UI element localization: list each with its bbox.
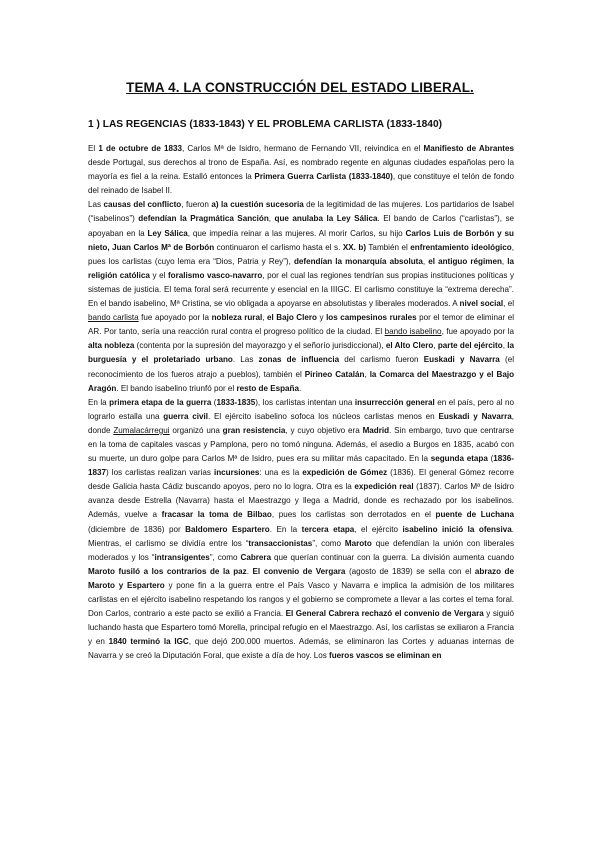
- bold-text: incursiones: [213, 468, 260, 478]
- text-run: El: [88, 144, 99, 153]
- bold-text: defendían la monarquía absoluta: [293, 256, 423, 266]
- text-run: por el temor de eliminar el AR. Por tanto, sería una reacción rural contra el progreso político de la ciudad. El: [88, 313, 514, 337]
- bold-text: los campesinos rurales: [326, 313, 417, 323]
- text-run: : una es la: [259, 468, 303, 478]
- text-run: .: [246, 566, 253, 576]
- bold-text: Pirineo Catalán: [304, 369, 365, 379]
- bold-text: 1836-1837: [88, 454, 514, 478]
- bold-text: fracasar la toma de Bilbao: [161, 510, 272, 520]
- bold-text: El convenio de Vergara: [252, 566, 346, 576]
- text-run: y pone fin a la guerra entre el País Vasco y Navarra e implica la admisión de los militares carlistas en el ejército isabelino respetando los rangos y el gobierno se compromete a llevar a las cortes el tema foral. Don Carlos, contrario a este pacto se exilió a Francia.: [88, 580, 514, 619]
- text-run: que defendían la unión con liberales moderados y los “: [88, 538, 515, 562]
- text-run: ) los carlistas realizan varias: [106, 468, 214, 478]
- bold-text: nobleza rural: [211, 313, 263, 323]
- text-run: , el ejército: [354, 524, 403, 534]
- text-run: Las: [88, 200, 104, 210]
- text-run: y el: [149, 270, 168, 280]
- text-run: y siguió luchando hasta que Espartero tomó Morella, principal refugio en el Maestrazgo. Así, los carlistas se exiliaron a Francia y en: [88, 609, 514, 647]
- text-run: , que dejó 200.000 muertos. Además, se eliminaron las Cortes y aduanas internas de Navarra y se creó la Diputación Foral, que existe a día de hoy. Los: [88, 637, 514, 661]
- bold-text: Baldomero Espartero: [185, 524, 270, 534]
- bold-text: alta nobleza: [88, 341, 135, 351]
- bold-text: expedición real: [354, 482, 414, 492]
- bold-text: primera etapa de la guerra: [109, 397, 212, 407]
- bold-text: Maroto fusiló a los contrarios de la paz: [88, 566, 247, 576]
- text-run: En la: [88, 397, 110, 407]
- text-run: . Mientras, el carlismo se dividía entre los “: [88, 524, 514, 548]
- text-run: , el: [503, 299, 514, 309]
- text-run: También el: [366, 242, 411, 252]
- paragraph-stages: [88, 396, 514, 664]
- text-run: , fueron: [181, 200, 212, 210]
- bold-text: resto de España: [236, 383, 299, 393]
- underlined-text: bando carlista: [88, 313, 139, 323]
- underlined-text: Zumalacárregui: [113, 425, 170, 435]
- text-run: , donde: [88, 411, 514, 435]
- section-heading: 1 ) LAS REGENCIAS (1833-1843) Y EL PROBLEMA CARLISTA (1833-1840): [88, 119, 443, 130]
- bold-text: Maroto: [344, 538, 372, 548]
- bold-text: Euskadi y Navarra: [438, 411, 512, 421]
- bold-text: defendían la Pragmática Sanción: [138, 214, 269, 224]
- text-run: ,: [433, 341, 438, 351]
- bold-text: insurrección general: [354, 397, 435, 407]
- text-run: del carlismo fueron: [339, 355, 424, 365]
- text-run: ,: [502, 341, 508, 351]
- text-run: (1837). Carlos Mª de Isidro avanza desde Estrella (Navarra) hasta el Maestrazgo y llega a Madrid, donde es rechazado por los isabelinos. Además, vuelve a: [88, 482, 514, 520]
- text-run: . El ejército isabelino sofoca los núcleos carlistas menos en: [208, 411, 439, 421]
- text-run: , que constituye el telón de fondo del reinado de Isabel II.: [88, 172, 515, 196]
- bold-text: 1833-1835: [216, 397, 256, 407]
- text-run: , fue apoyado por la: [441, 327, 514, 337]
- text-run: ”, como: [312, 538, 345, 548]
- bold-text: transaccionistas: [248, 538, 313, 548]
- bold-text: la Comarca del Maestrazgo y el Bajo Aragón: [88, 369, 515, 393]
- bold-text: tercera etapa: [301, 524, 355, 534]
- text-run: organizó una: [169, 425, 223, 435]
- text-run: , que impedía reinar a las mujeres. Al morir Carlos, su hijo: [187, 228, 406, 238]
- bold-text: XX. b): [342, 242, 367, 252]
- text-run: , y cuyo objetivo era: [285, 425, 363, 435]
- bold-text: gran resistencia: [222, 425, 286, 435]
- text-run: de la legitimidad de las mujeres. Los partidarios de Isabel (“isabelinos”): [88, 200, 514, 224]
- bold-text: parte del ejército: [437, 341, 503, 351]
- text-run: , Carlos Mª de Isidro, hermano de Fernando VII, reivindica en el: [182, 144, 424, 153]
- bold-text: enfrentamiento ideológico: [410, 242, 512, 252]
- bold-text: que anulaba la Ley Sálica: [274, 214, 378, 224]
- bold-text: el Bajo Clero: [266, 313, 317, 323]
- text-run: . Sin embargo, tuvo que centrarse en la toma de capitales vascas y Pamplona, pero no tomó ninguna. Además, el asedio a Burgos en 1835, acabó con su muerte, un duro golpe para Carlos Mª de Isidro, pues era su militar más capacitado. En la: [88, 425, 514, 464]
- bold-text: Euskadi y Navarra: [423, 355, 500, 365]
- text-run: . El bando isabelino triunfó por el: [116, 383, 237, 393]
- bold-text: el antiguo régimen: [428, 256, 502, 266]
- bold-text: causas del conflicto: [103, 200, 182, 210]
- bold-text: foralismo vasco-navarro: [167, 270, 263, 280]
- bold-text: Carlos Luis de Borbón y su nieto, Juan Carlos Mª de Borbón: [88, 228, 514, 252]
- text-run: ,: [268, 214, 275, 224]
- text-run: ,: [501, 256, 508, 266]
- bold-text: abrazo de Maroto y Espartero: [88, 566, 514, 590]
- text-run: , pues los carlistas (cuyo lema era “Dios, Patria y Rey”),: [88, 242, 514, 266]
- text-run: ,: [422, 256, 429, 266]
- text-run: ,: [364, 369, 370, 379]
- text-run: . En la: [269, 524, 302, 534]
- text-run: .: [299, 383, 302, 393]
- underlined-text: bando isabelino: [384, 327, 442, 337]
- bold-text: el Alto Clero: [385, 341, 434, 351]
- page-title: TEMA 4. LA CONSTRUCCIÓN DEL ESTADO LIBERAL.: [126, 80, 474, 95]
- text-run: (contenta por la supresión del mayorazgo y el señorío jurisdiccional),: [134, 341, 386, 351]
- bold-text: isabelino inició la ofensiva: [402, 524, 512, 534]
- text-run: ), los carlistas intentan una: [255, 397, 355, 407]
- text-run: ”, como: [209, 552, 241, 562]
- body-text: [88, 142, 514, 663]
- text-run: (agosto de 1839) se sella con el: [345, 566, 475, 576]
- text-run: ,: [262, 313, 267, 323]
- text-run: fue apoyado por la: [138, 313, 212, 323]
- bold-text: segunda etapa: [430, 454, 488, 464]
- bold-text: fueros vascos se eliminan en: [329, 651, 442, 661]
- bold-text: expedición de Gómez: [302, 468, 388, 478]
- text-run: , por el cual las regiones tendrían sus propias instituciones políticas y sistemas de justicia. El tema foral será recurrente y esencial en la IIIGC. El carlismo constituye la “extrema derecha”. En el bando isabelino, Mª Cristina, se vio obligada a apoyarse en absolutistas y liberales moderados. A: [88, 270, 515, 309]
- bold-text: Ley Sálica: [147, 228, 188, 238]
- text-run: (el reconocimiento de los fueros atrajo a pueblos), también el: [88, 355, 514, 379]
- text-run: (: [211, 397, 217, 407]
- bold-text: la burguesía y el proletariado urbano: [88, 341, 515, 365]
- text-run: (: [487, 454, 494, 464]
- text-run: . Las: [232, 355, 259, 365]
- text-run: continuaron el carlismo hasta el s.: [214, 242, 343, 252]
- paragraph-causes: [88, 198, 514, 395]
- bold-text: Manifiesto de Abrantes: [423, 144, 514, 153]
- bold-text: Madrid: [362, 425, 390, 435]
- bold-text: zonas de influencia: [258, 355, 340, 365]
- text-run: (diciembre de 1836) por: [88, 524, 186, 534]
- bold-text: 1840 terminó la IGC: [108, 637, 189, 647]
- text-run: (1836). El general Gómez recorre desde Galicia hasta Cádiz buscando apoyos, pero no lo logra. Otra es la: [88, 468, 514, 492]
- text-run: . El bando de Carlos (“carlistas”), se apoyaban en la: [88, 214, 514, 238]
- bold-text: la religión católica: [88, 256, 515, 280]
- text-run: y: [316, 313, 327, 323]
- bold-text: Cabrera: [240, 552, 272, 562]
- bold-text: a) la cuestión sucesoria: [211, 200, 304, 210]
- bold-text: 1 de octubre de 1833: [98, 144, 183, 153]
- bold-text: nivel social: [459, 299, 504, 309]
- paragraph-intro: [88, 142, 514, 198]
- text-run: que querían continuar con la guerra. La división aumenta cuando: [271, 552, 515, 562]
- bold-text: intransigentes: [154, 552, 210, 562]
- bold-text: puente de Luchana: [435, 510, 515, 520]
- text-run: en el país, pero al no lograrlo estalla una: [88, 397, 515, 421]
- bold-text: Primera Guerra Carlista (1833-1840): [254, 172, 393, 182]
- bold-text: guerra civil: [163, 411, 208, 421]
- text-run: , pues los carlistas son derrotados en el: [271, 510, 436, 520]
- text-run: desde Portugal, sus derechos al trono de España. Así, es nombrado regente en algunas ciudades españolas pero la mayoría es fiel a la reina. Estalló entonces la: [88, 158, 514, 182]
- bold-text: El General Cabrera rechazó el convenio de Vergara: [285, 609, 484, 619]
